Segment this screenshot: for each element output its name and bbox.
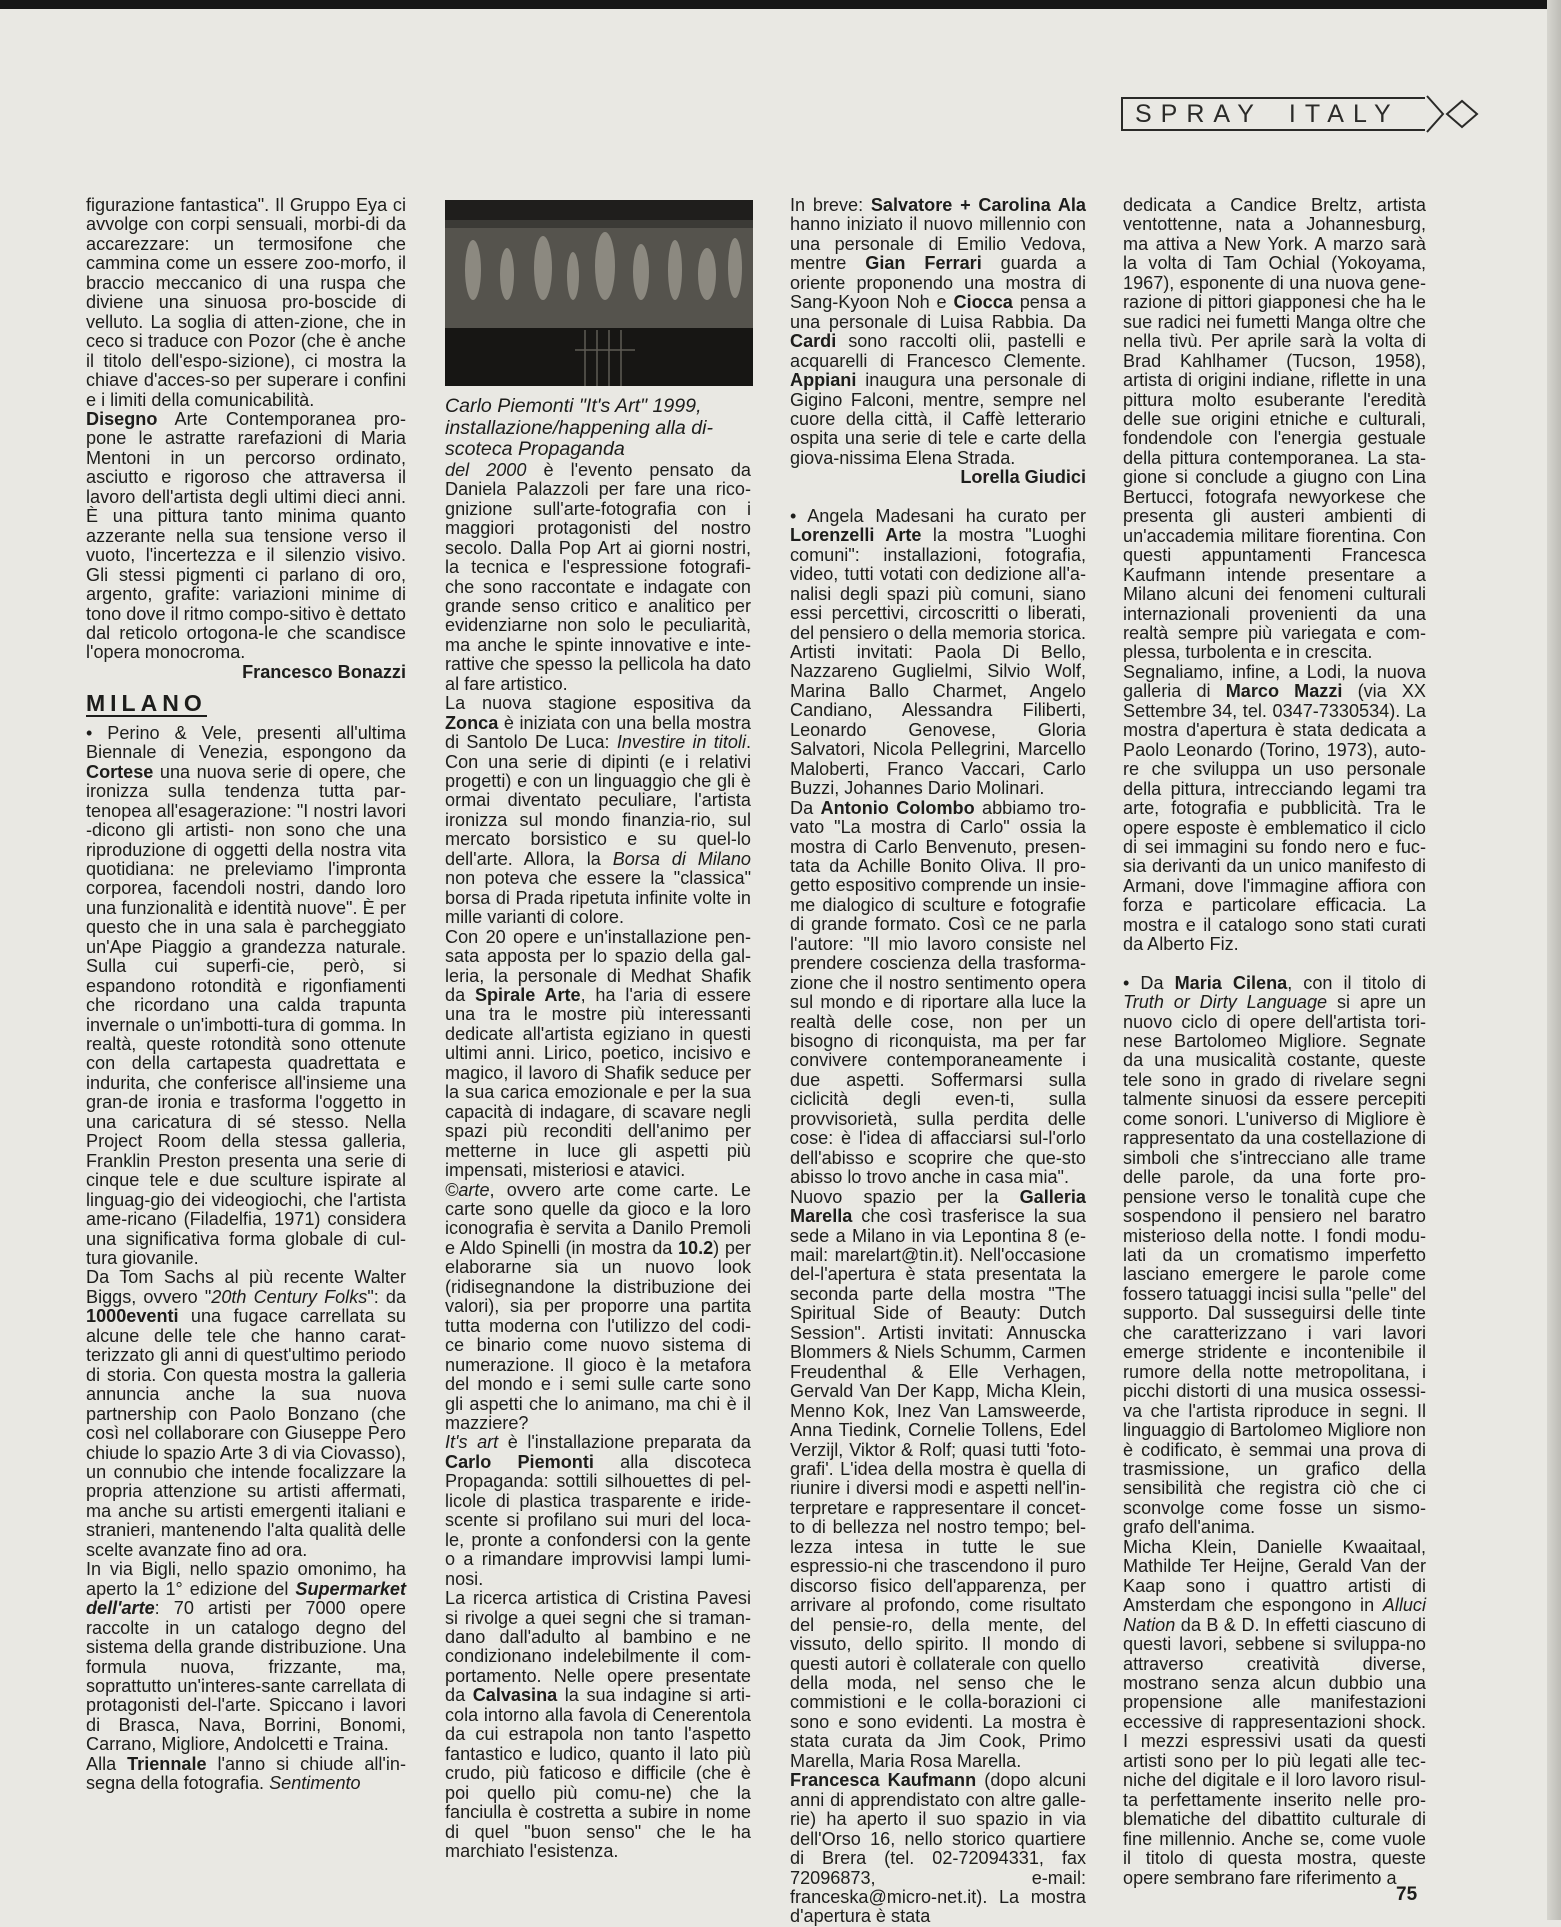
col3-kaufmann: Francesca Kaufmann (dopo alcuni anni di apprendistato con altre galle-rie) ha aperto il suo spazio in via dell'Orso 16, nello storico quartiere di Brera (tel. 02-72094331, fax 72096873, e-mail: franceska@micro-net.it). La mostra d'apertura è stata: [790, 1770, 1086, 1927]
col2-zonca: La nuova stagione espositiva da Zonca è iniziata con una bella mostra di Santolo De Luca: Investire in titoli. Con una serie di dipinti (e i relativi progetti) e con un linguaggio che gli è ormai diventato peculiare, l'artista ironizza sul mondo finanzia-rio, sul mercato borsistico e su quel-lo dell'arte. Allora, la Borsa di Milano non poteva che essere la "classica" borsa di Prada ripetuta infinite volte in mille varianti di colore.: [445, 693, 751, 928]
top-edge-bar: [0, 0, 1561, 9]
header-chevron-icon: [1425, 93, 1481, 135]
header-word-spray: SPRAY: [1135, 99, 1263, 128]
col2-pavesi: La ricerca artistica di Cristina Pavesi si rivolge a quei segni che si traman-dano dall'adulto al bambino e ne condizionano indelebilmente il com-portamento. Nelle opere presentate da Calvasina la sua indagine si arti-cola intorno alla favola di Cenerentola da cui estrapola non tanto l'aspetto fantastico e ludico, quanto il lato più crudo, più faticoso e difficile (che è poi quello più comu-ne) che la fanciulla è costretta a subire in nome di quel "buon senso" che le ha marchiato l'esistenza.: [445, 1588, 751, 1861]
col3-inbreve: In breve: Salvatore + Carolina Ala hanno iniziato il nuovo millennio con una personale di Emilio Vedova, mentre Gian Ferrari guarda a oriente proponendo una mostra di Sang-Kyoon Noh e Ciocca pensa a una personale di Luisa Rabbia. Da Cardi sono raccolti olii, pastelli e acquarelli di Francesco Clemente. Appiani inaugura una personale di Gigino Falconi, mentre, sempre nel cuore della città, il Caffè letterario ospita una serie di tele e carte della giova-nissima Elena Strada.: [790, 195, 1086, 468]
column-3: [790, 196, 1086, 1927]
header-word-italy: ITALY: [1288, 99, 1400, 128]
page-edge-shadow: [1547, 0, 1561, 1920]
column-2: [445, 196, 751, 1861]
author-signature: Lorella Giudici: [960, 467, 1086, 488]
col1-disegno: Disegno Arte Contemporanea pro-pone le astratte rarefazioni di Maria Mentoni in un percorso ordinato, asciutto e rigoroso che attraversa il lavoro dell'artista degli ultimi dieci anni. È una pittura tanto minima quanto azzerante nella sua tensione verso il vuoto, l'incertezza e il silenzio visivo. Gli stessi pigmenti ci parlano di oro, argento, grafite: variazioni minime di tono dove il ritmo compo-sitivo è dettato dal reticolo ortogona-le che scandisce l'opera monocroma.: [86, 408, 406, 663]
col1-triennale: Alla Triennale l'anno si chiude all'in-segna della fotografia. Sentimento: [86, 1753, 406, 1794]
section-title-milano: MILANO: [86, 690, 207, 717]
col2-carte: ©arte, ovvero arte come carte. Le carte sono quelle da gioco e la loro iconografia è servita a Danilo Premoli e Aldo Spinelli (in mostra da 10.2) per elaborarne sia un nuovo look (ridisegnandone la distribuzione dei valori), sia per proporre una partita tutta moderna con l'utilizzo del codi-ce binario come nuovo sistema di numerazione. Il gioco è la metafora del mondo e i semi sulle carte sono gli aspetti che lo animano, ma chi è il mazziere?: [445, 1179, 751, 1433]
col1-perino: • Perino & Vele, presenti all'ultima Biennale di Venezia, espongono da Cortese una nuova serie di opere, che ironizza sulla tendenza tutta par-tenopea all'esagerazione: "I nostri lavori -dicono gli artisti- non sono che una riproduzione di oggetti della nostra vita quotidiana: ne preleviamo l'impronta corporea, facendoli nostri, dando loro una funzionalità e identità nuove". È per questo che in una sala è parcheggiato un'Ape Piaggio a grandezza naturale. Sulla cui superfi-cie, però, si espandono rotondità e rigonfiamenti che ricordano una calda trapunta invernale o un'imbotti-tura di gomma. In realtà, queste rotondità sono ottenute con della cartapesta quadrettata e indurita, che conferisce all'insieme una gran-de ironia e trasforma l'oggetto in una caricatura di sé stesso. Nella Project Room della stessa galleria, Franklin Preston presenta una serie di cinque tele e due sculture ispirate al linguag-gio dei videogiochi, che l'artista ame-ricano (Filadelfia, 1971) considera una significativa forma globale di cul-tura giovanile.: [86, 722, 406, 1269]
photo-caption: Carlo Piemonti "It's Art" 1999, installazione/happening alla di-scoteca Propaganda: [445, 395, 713, 461]
col3-colombo: Da Antonio Colombo abbiamo tro-vato "La mostra di Carlo" ossia la mostra di Carlo Benvenuto, presen-tata da Achille Bonito Oliva. Il pro-getto espositivo comprende un insie-me dialogico di sculture e fotografie di grande formato. Così ce ne parla l'autore: "Il mio lavoro consiste nel prendere coscienza della trasforma-zione che il nostro sentimento opera sul mondo e di riportare alla luce la realtà delle cose, non per un bisogno di riconquista, ma per far convivere contemporaneamente i due aspetti. Soffermarsi sulla ciclicità degli even-ti, sulla provvisorietà, sulla perdita delle cose: è l'idea di affacciarsi sul-l'orlo dell'abisso e scoprire che que-sto abisso lo trovo anche in casa mia".: [790, 797, 1086, 1188]
col3-lorenzelli: • Angela Madesani ha curato per Lorenzelli Arte la mostra "Luoghi comuni": installazioni, fotografia, video, tutti votati con dedizione all'a-nalisi degli spazi più comuni, siano essi percettivi, circoscritti o liberati, del pensiero o della memoria storica. Artisti invitati: Paola Di Bello, Nazzareno Guglielmi, Silvio Wolf, Marina Ballo Charmet, Angelo Candiano, Alessandra Filiberti, Leonardo Genovese, Gloria Salvatori, Nicola Pellegrini, Marcello Maloberti, Franco Vaccari, Carlo Buzzi, Johannes Dario Molinari.: [790, 505, 1086, 799]
author-signature: Francesco Bonazzi: [242, 661, 406, 682]
col2-p1: del 2000 è l'evento pensato da Daniela Palazzoli per fare una rico-gnizione sull'arte-fotografia con i maggiori protagonisti del nostro secolo. Dalla Pop Art ai giorni nostri, la tecnica e l'espressione fotografi-che sono raccontate e indagate con grande senso critico e analitico per evidenziarne non solo le peculiarità, ma anche le spinte innovative e inte-rattive che spesso la pellicola ha dato al fare artistico.: [445, 459, 751, 694]
col1-sachs: Da Tom Sachs al più recente Walter Biggs, ovvero "20th Century Folks": da 1000eventi una fugace carrellata su alcune delle tele che hanno carat-terizzato gli anni di quest'ultimo periodo di storia. Con questa mostra la galleria annuncia anche la sua nuova partnership con Paolo Bonzano (che così nel collaborare con Giuseppe Pero chiude lo spazio Arte 3 di via Ciovasso), un connubio che intende focalizzare la propria attenzione su artisti affermati, ma anche su artisti emergenti italiani e stranieri, mantenendo l'alta qualità delle scelte avanzate fino ad ora.: [86, 1267, 407, 1560]
page-number: 75: [1396, 1884, 1418, 1905]
installation-photo: [445, 200, 753, 386]
col4-kaufmann-cont: dedicata a Candice Breltz, artista ventottenne, nata a Johannesburg, ma attiva a New York. A marzo sarà la volta di Tam Ochial (Yokoyama, 1967), esponente di una nuova gene-razione di pittori giapponesi che ha le sue radici nei fumetti Manga oltre che nella tivù. Per aprile sarà la volta di Brad Kahlhamer (Tucson, 1958), artista di origini indiane, riflette in una pittura molto esuberante l'eredità delle sue origini etniche e culturali, fondendole con l'energia gestuale della pittura contemporanea. La sta-gione si conclude a giugno con Lina Bertucci, fotografa newyorkese che presenta gli austeri ambienti di un'accademia militare fiorentina. Con questi appuntamenti Francesca Kaufmann intende presentare a Milano alcuni dei fenomeni culturali internazionali provenienti da una realtà sempre più variegata e com-plessa, turbolenta e in crescita.: [1123, 195, 1426, 663]
col4-klein: Micha Klein, Danielle Kwaaitaal, Mathilde Ter Heijne, Gerald Van der Kaap sono i quattro artisti di Amsterdam che espongono in Alluci Nation da B & D. In effetti ciascuno di questi lavori, sebbene si sviluppa-no attraverso creatività diverse, mostrano senza alcun dubbio una propensione alle manifestazioni eccessive di rappresentazioni shock. I mezzi espressivi usati da questi artisti sono per lo più legati alle tec-niche del digitale e il loro lavoro risul-ta perfettamente inserito nelle pro-blematiche del dibattito culturale di fine millennio. Anche se, come vuole il titolo di questa mostra, queste opere sembrano fare riferimento a: [1123, 1536, 1426, 1888]
col1-bigli: In via Bigli, nello spazio omonimo, ha aperto la 1° edizione del Supermarket dell'arte: 70 artisti per 7000 opere raccolte in un catalogo degno del sistema della grande distribuzione. Una formula nuova, frizzante, ma, soprattutto un'interes-sante carrellata di protagonisti del-l'arte. Spiccano i lavori di Brasca, Nava, Borrini, Bonomi, Carrano, Migliore, Andolcetti e Traina.: [86, 1559, 406, 1755]
col3-marella: Nuovo spazio per la Galleria Marella che così trasferisce la sua sede a Milano in via Lepontina 8 (e-mail: marelart@tin.it). Nell'occasione del-l'apertura è stata presentata la seconda parte della mostra "The Spiritual Side of Beauty: Dutch Session". Artisti invitati: Annuscka Blommers & Niels Schumm, Carmen Freudenthal & Elle Verhagen, Gervald Van Der Kapp, Micha Klein, Menno Kok, Inez Van Lamsweerde, Anna Tiedink, Cornelie Tollens, Edel Verzijl, Viktor & Rolf; quasi tutti 'foto-grafi'. L'idea della mostra è quella di riunire i diversi modi e aspetti nell'in-terpretare e rappresentare il concet-to di bellezza nel nostro tempo; bel-lezza intesa in tutte le sue espressio-ni che trascendono il puro discorso fisico dell'apparenza, per arrivare al profondo, come risultato del pensie-ro, della mente, del vissuto, dello spirito. Il mondo di questi autori è collaterale con quello della moda, nel senso che le commistioni e le colla-borazioni ci sono e sono evidenti. La mostra è stata curata da Jim Cook, Primo Marella, Maria Rosa Marella.: [790, 1186, 1086, 1771]
column-1: [86, 196, 406, 1794]
col2-shafik: Con 20 opere e un'installazione pen-sata apposta per lo spazio della gal-leria, la personale di Medhat Shafik da Spirale Arte, ha l'aria di essere una tra le mostre più interessanti dedicate all'artista egiziano in questi ultimi anni. Lirico, poetico, incisivo e magico, il lavoro di Shafik seduce per la sua carica emozionale e per la sua capacità di indagare, di scavare negli spazi più reconditi dell'animo per metterne in luce gli aspetti più impensati, misteriosi e atavici.: [445, 926, 751, 1181]
col4-cilena: • Da Maria Cilena, con il titolo di Truth or Dirty Language si apre un nuovo ciclo di opere dell'artista tori-nese Bartolomeo Migliore. Segnate da una musicalità costante, queste tele sono in grado di rivelare segni talmente sinuosi da essere percepiti come sonori. L'universo di Migliore è rappresentato da una costellazione di simboli che s'intrecciano alle trame delle parole, da una forte pro-pensione verso le tonalità cupe che sospendono il pensiero nel baratro misterioso della notte. I fondi modu-lati da un cromatismo imperfetto lasciano emergere le parole come fossero tatuaggi incisi sulla "pelle" del supporto. Dal susseguirsi delle tinte che caratterizzano i vari lavori emerge stridente e incontenibile il rumore della notte metropolitana, i picchi distorti di una musica ossessi-va che l'artista riproduce in segni. Il linguaggio di Bartolomeo Migliore non è codificato, è semmai una prova di trasmissione, un grafico della sensibilità che registra ciò che ci sconvolge come fosse un sismo-grafo dell'anima.: [1123, 972, 1426, 1538]
col1-intro: figurazione fantastica". Il Gruppo Eya ci avvolge con corpi sensuali, morbi-di da accarezzare: un termosifone che cammina come un essere zoo-morfo, il braccio meccanico di una ruspa che diviene una sinuosa pro-boscide di velluto. La soglia di atten-zione, che in ceco si traduce con Pozor (che è anche il titolo dell'espo-sizione), ci mostra la chiave d'acces-so per superare i confini e i limiti della comunicabilità.: [86, 195, 406, 410]
col4-mazzi: Segnaliamo, infine, a Lodi, la nuova galleria di Marco Mazzi (via XX Settembre 34, tel. 0347-7330534). La mostra d'apertura è stata dedicata a Paolo Leonardo (Torino, 1973), auto-re che sviluppa un uso personale della pittura, intrecciando legami tra arte, fotografia e pubblicità. Tra le opere esposte è emblematico il ciclo di sei immagini su fondo nero e fuc-sia derivanti da un unico manifesto di Armani, dove l'immagine affiora con forza e particolare efficacia. La mostra e il catalogo sono stati curati da Alberto Fiz.: [1123, 661, 1426, 955]
column-4: [1123, 196, 1426, 1888]
section-header: [1121, 97, 1425, 131]
col2-itsart: It's art è l'installazione preparata da Carlo Piemonti alla discoteca Propaganda: sottili silhouettes di pel-licole di plastica trasparente e iride-scente si profilano sui muri del loca-le, pronte a confondersi con la gente o a rimandare improvvisi lampi lumi-nosi.: [445, 1432, 751, 1589]
